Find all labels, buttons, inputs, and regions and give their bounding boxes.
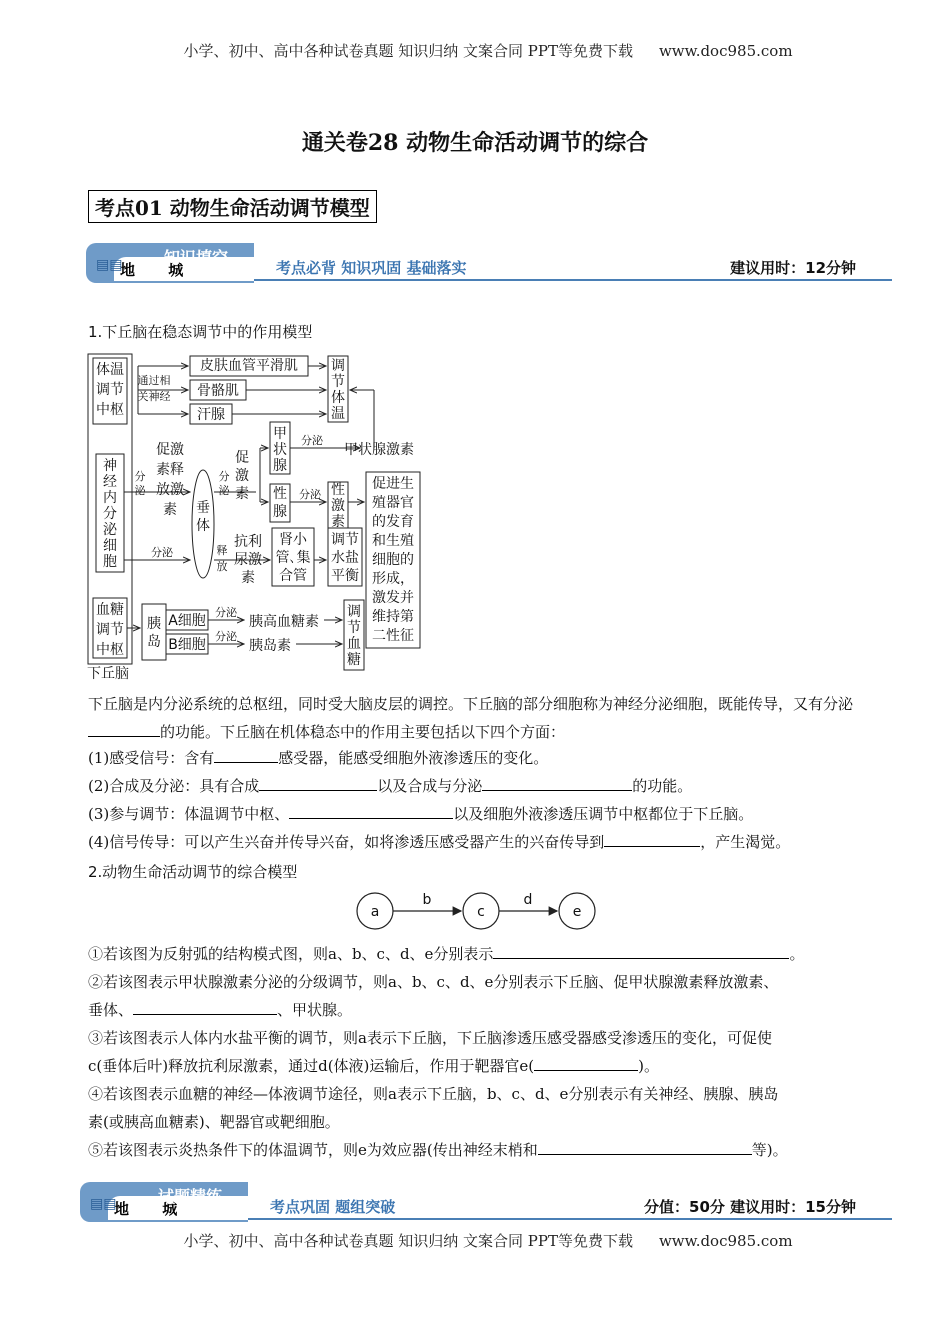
answer-blank[interactable] [493,940,789,959]
svg-text:素: 素 [331,514,345,530]
svg-text:促: 促 [235,450,249,466]
svg-text:分泌: 分泌 [299,488,321,501]
svg-text:甲: 甲 [273,426,287,442]
page-footer: 小学、初中、高中各种试卷真题 知识归纳 文案合同 PPT等免费下载 www.doc985.com [183,1232,793,1250]
svg-text:腺: 腺 [273,504,287,520]
svg-text:调: 调 [347,604,361,620]
svg-text:血糖: 血糖 [96,602,124,618]
question-1: ①若该图为反射弧的结构模式图，则a、b、c、d、e分别表示 。 [88,940,862,968]
svg-text:胰: 胰 [147,616,161,632]
svg-text:调节: 调节 [331,532,359,548]
svg-text:节: 节 [331,374,345,390]
svg-text:分泌: 分泌 [151,546,173,559]
svg-text:分泌: 分泌 [215,606,237,619]
svg-text:细: 细 [103,538,117,554]
svg-text:岛: 岛 [147,634,161,650]
svg-text:节: 节 [347,620,361,636]
svg-text:甲状腺激素: 甲状腺激素 [344,442,414,458]
svg-text:性: 性 [273,486,287,502]
svg-text:关神经: 关神经 [137,390,171,403]
svg-text:分: 分 [218,470,230,483]
svg-text:中枢: 中枢 [96,642,124,658]
svg-text:泌: 泌 [103,522,117,538]
svg-text:胰高血糖素: 胰高血糖素 [249,614,319,630]
answer-blank[interactable] [538,1136,752,1155]
svg-text:a: a [370,904,380,920]
svg-text:殖器官: 殖器官 [372,495,414,511]
svg-text:血: 血 [347,636,361,652]
svg-text:汗腺: 汗腺 [197,407,225,423]
paragraph-intro: 下丘脑是内分泌系统的总枢纽，同时受大脑皮层的调控。下丘脑的部分细胞称为神经分泌细胞，既能传导，又有分泌的功能。下丘脑在机体稳态中的作用主要包括以下四个方面： [88,695,854,741]
svg-text:b: b [422,892,432,908]
svg-text:细胞的: 细胞的 [372,552,414,568]
svg-text:分: 分 [134,470,146,483]
svg-text:泌: 泌 [218,484,230,497]
question-4: ④若该图表示血糖的神经—体液调节途径，则a表示下丘脑，b、c、d、e分别表示有关神经、胰腺、胰岛 素(或胰高血糖素)、靶器官或靶细胞。 [88,1085,779,1131]
svg-text:二性征: 二性征 [372,628,414,644]
svg-text:体: 体 [331,390,345,406]
section-banner-knowledge: 地 城 ▤▤ 知识填空 考点必背 知识巩固 基础落实 建议用时：12分钟 [86,243,892,283]
svg-text:形成，: 形成， [372,571,414,587]
svg-text:通过相: 通过相 [137,374,171,387]
svg-text:B细胞: B细胞 [168,637,206,653]
svg-text:神: 神 [103,458,117,474]
answer-blank[interactable] [88,718,160,737]
svg-text:中枢: 中枢 [96,402,124,418]
svg-text:维持第: 维持第 [372,609,414,625]
section-banner-practice: 地 城 ▤▤ 试题精练 考点巩固 题组突破 分值：50分 建议用时：15分钟 [80,1182,892,1222]
svg-text:经: 经 [103,474,117,490]
svg-text:的发育: 的发育 [372,514,414,530]
svg-text:放: 放 [216,560,228,573]
svg-text:皮肤血管平滑肌: 皮肤血管平滑肌 [200,358,298,374]
svg-text:分: 分 [103,506,117,522]
answer-blank[interactable] [482,772,632,791]
model-diagram [350,888,600,934]
svg-text:放激: 放激 [156,482,184,498]
svg-text:性: 性 [331,482,345,498]
section1-heading: 1.下丘脑在稳态调节中的作用模型 [88,323,313,341]
svg-text:激: 激 [331,498,345,514]
svg-text:水盐: 水盐 [331,550,359,566]
question-3: ③若该图表示人体内水盐平衡的调节，则a表示下丘脑，下丘脑渗透压感受器感受渗透压的变化，可促使 c(垂体后叶)释放抗利尿激素，通过d(体液)运输后，作用于靶器官e( )。 [88,1029,772,1075]
svg-text:管､集: 管､集 [275,550,311,566]
svg-text:调节: 调节 [96,382,124,398]
svg-text:分泌: 分泌 [301,434,323,447]
svg-text:素: 素 [241,570,255,586]
item-3: (3)参与调节：体温调节中枢、 以及细胞外液渗透压调节中枢都位于下丘脑。 [88,800,862,828]
svg-text:素释: 素释 [156,462,184,478]
svg-text:尿激: 尿激 [234,552,262,568]
svg-text:促进生: 促进生 [372,476,414,492]
svg-text:内: 内 [103,490,117,506]
answer-blank[interactable] [289,800,453,819]
svg-text:促激: 促激 [156,442,184,458]
svg-text:e: e [572,904,582,920]
answer-blank[interactable] [133,996,277,1015]
book-icon: ▤▤ [90,1196,117,1212]
svg-text:合管: 合管 [279,568,307,584]
svg-text:状: 状 [273,442,287,458]
svg-text:温: 温 [331,406,345,422]
svg-text:胰岛素: 胰岛素 [249,638,291,654]
svg-text:平衡: 平衡 [331,568,359,584]
hypothalamus-diagram [84,352,424,682]
item-1: (1)感受信号：含有 感受器，能感受细胞外液渗透压的变化。 [88,744,862,772]
answer-blank[interactable] [534,1052,638,1071]
svg-text:素: 素 [163,502,177,518]
answer-blank[interactable] [214,744,278,763]
question-5: ⑤若该图表示炎热条件下的体温调节，则e为效应器(传出神经末梢和 等)。 [88,1136,862,1164]
svg-text:泌: 泌 [134,484,146,497]
item-2: (2)合成及分泌：具有合成 以及合成与分泌 的功能。 [88,772,862,800]
svg-text:胞: 胞 [103,554,117,570]
svg-text:下丘脑: 下丘脑 [87,666,129,682]
svg-text:垂: 垂 [196,500,210,516]
svg-text:糖: 糖 [347,652,361,668]
svg-text:调节: 调节 [96,622,124,638]
point-heading: 考点01 动物生命活动调节模型 [88,190,377,223]
svg-text:抗利: 抗利 [234,534,262,550]
svg-text:腺: 腺 [273,458,287,474]
svg-text:激: 激 [235,468,249,484]
question-2: ②若该图表示甲状腺激素分泌的分级调节，则a、b、c、d、e分别表示下丘脑、促甲状腺激素释放激素、 垂体、 、甲状腺。 [88,973,779,1019]
svg-text:调: 调 [331,358,345,374]
svg-text:体温: 体温 [96,362,124,378]
answer-blank[interactable] [259,772,377,791]
svg-text:骨骼肌: 骨骼肌 [197,383,239,399]
item-4: (4)信号传导：可以产生兴奋并传导兴奋，如将渗透压感受器产生的兴奋传导到 ，产生渴觉。 [88,828,862,856]
page-title: 通关卷28 动物生命活动调节的综合 [301,130,649,156]
answer-blank[interactable] [604,828,700,847]
svg-text:d: d [523,892,533,908]
svg-text:激发并: 激发并 [372,590,414,606]
svg-text:和生殖: 和生殖 [372,533,414,549]
svg-text:分泌: 分泌 [215,630,237,643]
section2-heading: 2.动物生命活动调节的综合模型 [88,863,298,881]
svg-text:肾小: 肾小 [279,532,307,548]
svg-text:体: 体 [196,518,210,534]
svg-text:素: 素 [235,486,249,502]
page-header: 小学、初中、高中各种试卷真题 知识归纳 文案合同 PPT等免费下载 www.doc985.com [183,42,793,60]
svg-text:c: c [477,904,485,920]
book-icon: ▤▤ [96,257,123,273]
svg-text:A细胞: A细胞 [168,613,206,629]
svg-text:释: 释 [216,544,228,557]
